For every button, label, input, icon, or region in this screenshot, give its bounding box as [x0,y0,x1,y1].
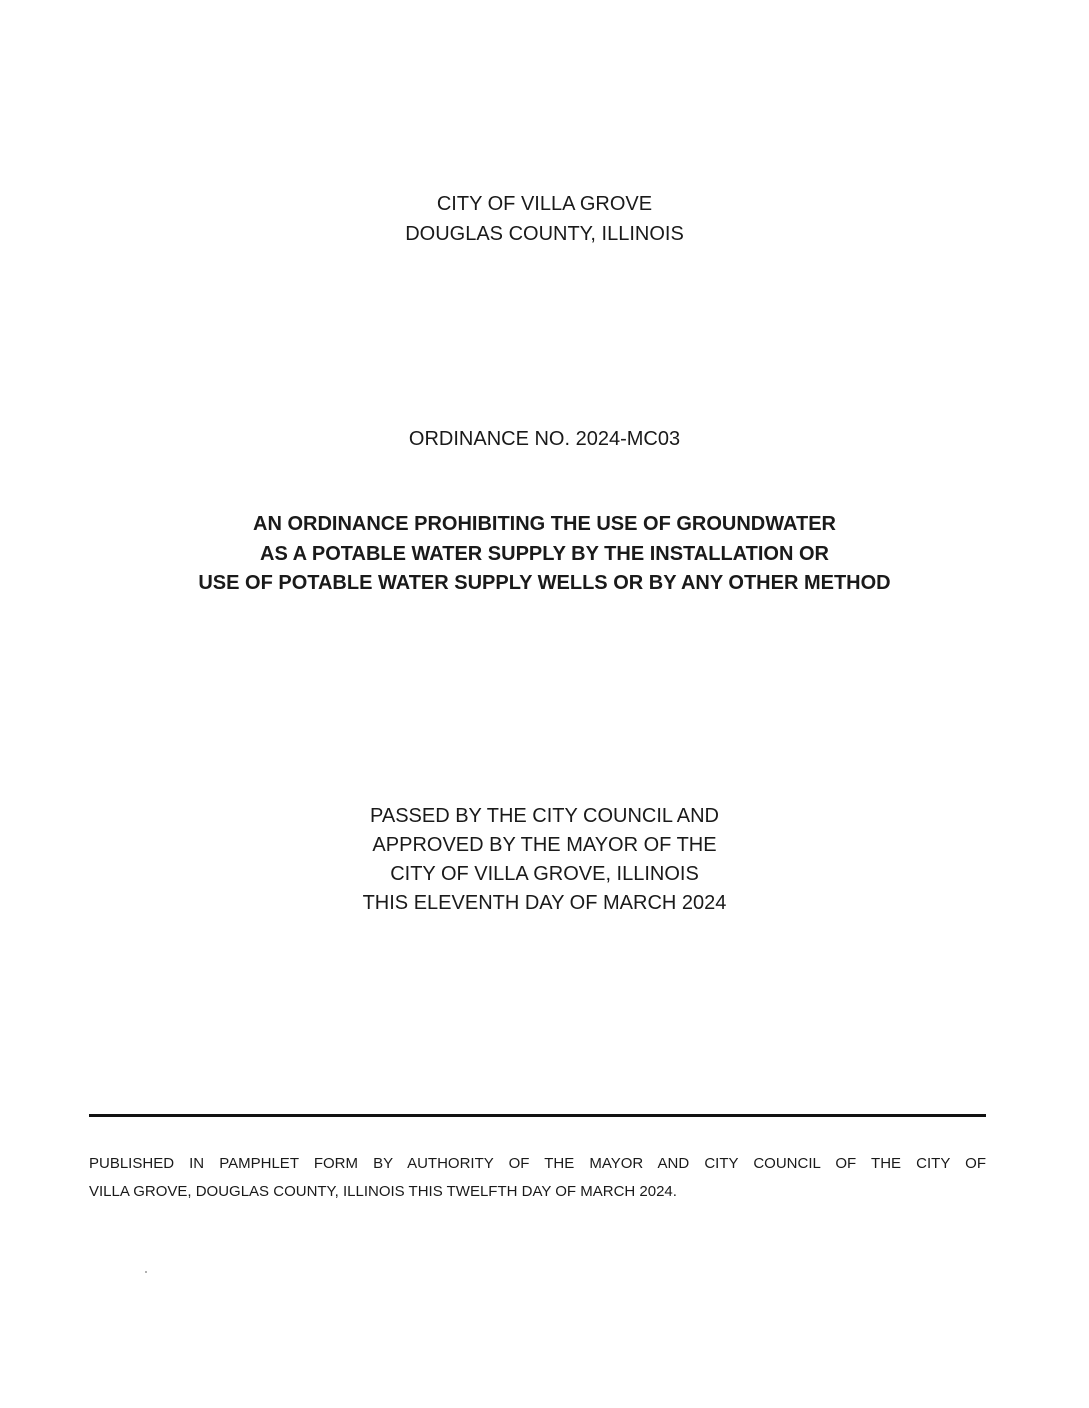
horizontal-divider [89,1114,986,1117]
ordinance-number: ORDINANCE NO. 2024-MC03 [408,428,681,450]
passage-line-4: THIS ELEVENTH DAY OF MARCH 2024 [362,892,727,914]
scan-speck [145,1271,147,1273]
city-name: CITY OF VILLA GROVE [436,193,653,215]
passage-line-1: PASSED BY THE CITY COUNCIL AND [370,805,719,827]
passage-line-2: APPROVED BY THE MAYOR OF THE [372,834,717,856]
ordinance-title-line-1: AN ORDINANCE PROHIBITING THE USE OF GROUNDWATER [253,513,836,535]
ordinance-title-line-3: USE OF POTABLE WATER SUPPLY WELLS OR BY ANY OTHER METHOD [198,572,891,594]
ordinance-title-line-2: AS A POTABLE WATER SUPPLY BY THE INSTALLATION OR [260,543,829,565]
publication-line-1: PUBLISHED IN PAMPHLET FORM BY AUTHORITY OF THE MAYOR AND CITY COUNCIL OF THE CITY OF [89,1155,986,1172]
passage-line-3: CITY OF VILLA GROVE, ILLINOIS [390,863,699,885]
county-name: DOUGLAS COUNTY, ILLINOIS [405,223,684,245]
publication-line-2: VILLA GROVE, DOUGLAS COUNTY, ILLINOIS THIS TWELFTH DAY OF MARCH 2024. [89,1183,677,1200]
